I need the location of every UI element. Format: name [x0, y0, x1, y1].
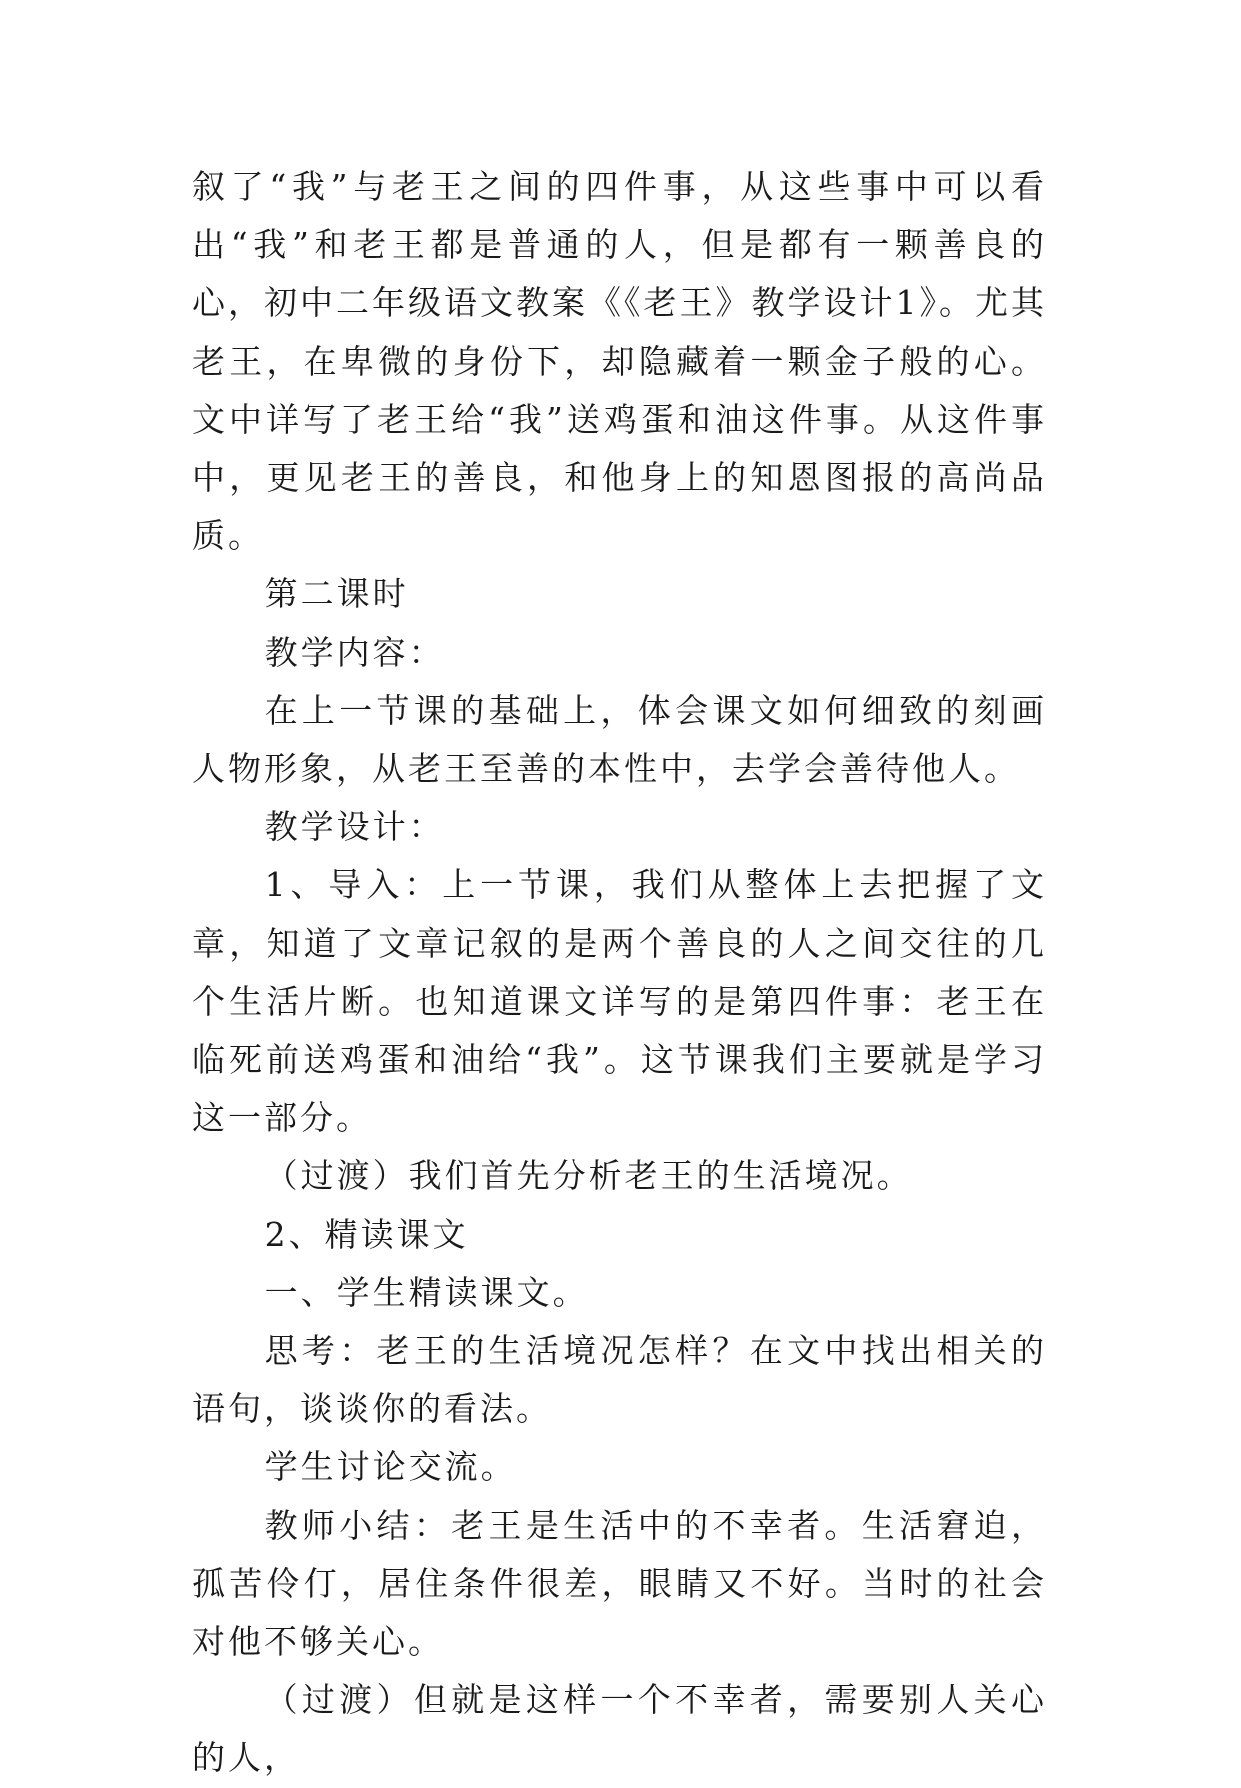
paragraph-teaching-content: 在上一节课的基础上，体会课文如何细致的刻画人物形象，从老王至善的本性中，去学会善待他人。: [192, 690, 1047, 789]
paragraph-question: 思考：老王的生活境况怎样？在文中找出相关的语句，谈谈你的看法。: [192, 1331, 1047, 1429]
paragraph-continuation: 叙了“我”与老王之间的四件事，从这些事中可以看出“我”和老王都是普通的人，但是都有一颗善良的心，初中二年级语文教案《《老王》教学设计1》。尤其老王，在卑微的身份下，却隐藏着一颗金子般的心。文中详写了老王给“我”送鸡蛋和油这件事。从这件事中，更见老王的善良，和他身上的知恩图报的高尚品质。: [192, 167, 1047, 556]
section-label-teaching-content: 教学内容：: [264, 632, 445, 672]
paragraph-introduction: 1、导入：上一节课，我们从整体上去把握了文章，知道了文章记叙的是两个善良的人之间交往的几个生活片断。也知道课文详写的是第四件事：老王在临死前送鸡蛋和油给“我”。这节课我们主要就是学习这一部分。: [192, 865, 1047, 1138]
section-label-close-reading: 2、精读课文: [264, 1214, 469, 1254]
document-body: [192, 158, 1047, 1788]
paragraph-step-one: 一、学生精读课文。: [264, 1272, 589, 1312]
paragraph-transition-2: （过渡）但就是这样一个不幸者，需要别人关心的人，: [192, 1680, 1047, 1778]
section-label-teaching-design: 教学设计：: [264, 807, 445, 847]
paragraph-transition-1: （过渡）我们首先分析老王的生活境况。: [264, 1156, 913, 1196]
lesson-heading: 第二课时: [264, 574, 409, 614]
paragraph-discussion: 学生讨论交流。: [264, 1447, 517, 1487]
paragraph-teacher-summary: 教师小结：老王是生活中的不幸者。生活窘迫，孤苦伶仃，居住条件很差，眼睛又不好。当时的社会对他不够关心。: [192, 1505, 1047, 1662]
